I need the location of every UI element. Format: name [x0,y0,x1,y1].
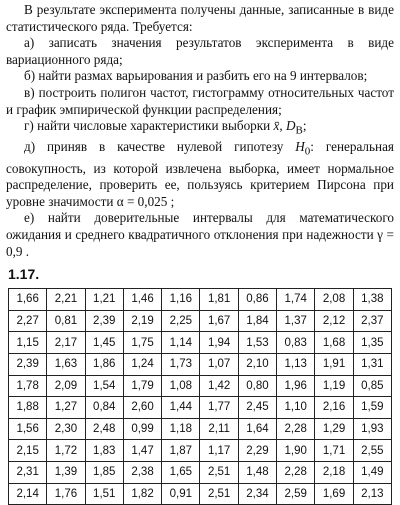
table-cell: 1,85 [85,461,123,483]
table-row [9,375,392,397]
table-cell: 1,49 [353,461,391,483]
table-cell: 1,56 [9,418,47,440]
table-cell: 2,17 [47,332,85,354]
table-cell: 2,29 [238,440,276,462]
table-cell: 1,53 [238,332,276,354]
table-cell: 1,42 [200,375,238,397]
table-row [9,310,392,332]
table-cell: 1,86 [85,353,123,375]
table-cell: 0,84 [85,397,123,419]
table-cell: 1,48 [238,461,276,483]
table-cell: 1,27 [47,397,85,419]
table-cell: 1,77 [200,397,238,419]
table-cell: 1,35 [353,332,391,354]
table-row [9,440,392,462]
table-cell: 2,51 [200,483,238,505]
table-cell: 0,83 [277,332,315,354]
table-cell: 1,75 [123,332,161,354]
table-cell: 1,19 [315,375,353,397]
task-g-text: г) найти числовые характеристики выборки [24,118,271,134]
table-cell: 2,37 [353,310,391,332]
table-cell: 1,14 [162,332,200,354]
table-cell: 0,85 [353,375,391,397]
problem-statement [6,2,394,260]
table-cell: 1,08 [162,375,200,397]
table-cell: 2,12 [315,310,353,332]
table-cell: 1,17 [200,440,238,462]
task-a: а) записать значения результатов эксперимента в виде вариационного ряда; [6,35,394,67]
table-cell: 1,38 [353,289,391,311]
table-cell: 0,86 [238,289,276,311]
table-cell: 1,65 [162,461,200,483]
table-cell: 2,39 [85,310,123,332]
table-cell: 0,99 [123,418,161,440]
table-cell: 2,55 [353,440,391,462]
table-cell: 1,88 [9,397,47,419]
table-cell: 1,94 [200,332,238,354]
data-table [8,288,392,505]
task-b: б) найти размах варьирования и разбить его на 9 интервалов; [24,68,368,84]
table-cell: 2,15 [9,440,47,462]
table-cell: 2,45 [238,397,276,419]
table-cell: 1,39 [47,461,85,483]
table-cell: 1,46 [123,289,161,311]
table-cell: 1,72 [47,440,85,462]
table-cell: 0,81 [47,310,85,332]
sample-variance-subscript: В [295,124,303,137]
task-d [6,139,394,210]
table-cell: 1,24 [123,353,161,375]
table-cell: 2,60 [123,397,161,419]
table-cell: 2,51 [200,461,238,483]
table-cell: 2,11 [200,418,238,440]
sample-mean-symbol: x̄ [273,118,280,134]
table-cell: 2,10 [238,353,276,375]
null-hypothesis-symbol: H [295,139,305,155]
table-cell: 1,93 [353,418,391,440]
table-cell: 0,91 [162,483,200,505]
table-cell: 1,18 [162,418,200,440]
table-cell: 2,28 [277,418,315,440]
table-cell: 2,16 [315,397,353,419]
task-c: в) построить полигон частот, гистограмму относительных частот и график эмпирической функции распределения; [6,84,394,117]
null-hypothesis-subscript: 0 [304,146,311,159]
table-cell: 2,21 [47,289,85,311]
table-cell: 2,13 [353,483,391,505]
table-cell: 1,29 [315,418,353,440]
table-cell: 1,47 [123,440,161,462]
table-cell: 1,82 [123,483,161,505]
task-e: е) найти доверительные интервалы для математического ожидания и среднего квадратичного отклонения при надежности γ = 0,9 . [6,210,394,259]
table-row [9,332,392,354]
table-cell: 1,45 [85,332,123,354]
table-cell: 1,13 [277,353,315,375]
table-cell: 1,67 [200,310,238,332]
table-cell: 1,31 [353,353,391,375]
table-cell: 1,87 [162,440,200,462]
task-d-text: д) приняв в качестве нулевой гипотезу [24,139,284,155]
table-cell: 1,64 [238,418,276,440]
data-table-body [9,289,392,505]
table-cell: 1,69 [315,483,353,505]
table-cell: 2,25 [162,310,200,332]
table-cell: 1,90 [277,440,315,462]
table-cell: 2,59 [277,483,315,505]
table-cell: 1,63 [47,353,85,375]
problem-number: 1.17. [8,266,40,283]
table-cell: 1,96 [277,375,315,397]
table-row [9,353,392,375]
table-cell: 2,14 [9,483,47,505]
task-d-rest: : генеральная совокупность, из которой извлечена выборка, имеет нормальное распределение, проверить ее, пользуясь критерием Пирсона при уровне значимости α = 0,025 ; [6,139,394,209]
table-cell: 1,07 [200,353,238,375]
table-cell: 1,44 [162,397,200,419]
table-cell: 2,27 [9,310,47,332]
table-cell: 2,48 [85,418,123,440]
table-cell: 1,21 [85,289,123,311]
task-g-separator: , [279,118,283,134]
table-cell: 1,79 [123,375,161,397]
table-cell: 2,39 [9,353,47,375]
table-row [9,483,392,505]
table-cell: 2,09 [47,375,85,397]
task-g-end: ; [302,118,307,134]
table-cell: 1,16 [162,289,200,311]
table-row [9,289,392,311]
table-cell: 1,74 [277,289,315,311]
table-cell: 1,51 [85,483,123,505]
table-cell: 2,38 [123,461,161,483]
table-cell: 1,54 [85,375,123,397]
table-cell: 1,68 [315,332,353,354]
table-cell: 1,76 [47,483,85,505]
table-cell: 1,71 [315,440,353,462]
table-cell: 2,08 [315,289,353,311]
table-cell: 1,78 [9,375,47,397]
table-row [9,397,392,419]
table-cell: 1,83 [85,440,123,462]
table-cell: 1,84 [238,310,276,332]
table-cell: 1,73 [162,353,200,375]
table-cell: 1,10 [277,397,315,419]
table-cell: 1,15 [9,332,47,354]
table-cell: 1,66 [9,289,47,311]
sample-variance-symbol: D [286,118,296,134]
table-cell: 2,18 [315,461,353,483]
table-row [9,418,392,440]
table-cell: 2,28 [277,461,315,483]
task-g [6,118,394,139]
table-cell: 2,19 [123,310,161,332]
table-cell: 1,59 [353,397,391,419]
table-row [9,461,392,483]
table-cell: 2,30 [47,418,85,440]
table-cell: 2,34 [238,483,276,505]
table-cell: 1,81 [200,289,238,311]
table-cell: 1,37 [277,310,315,332]
table-cell: 1,91 [315,353,353,375]
intro-paragraph: В результате эксперимента получены данные, записанные в виде статистического ряда. Требуется: [6,2,394,34]
table-cell: 0,80 [238,375,276,397]
table-cell: 2,31 [9,461,47,483]
